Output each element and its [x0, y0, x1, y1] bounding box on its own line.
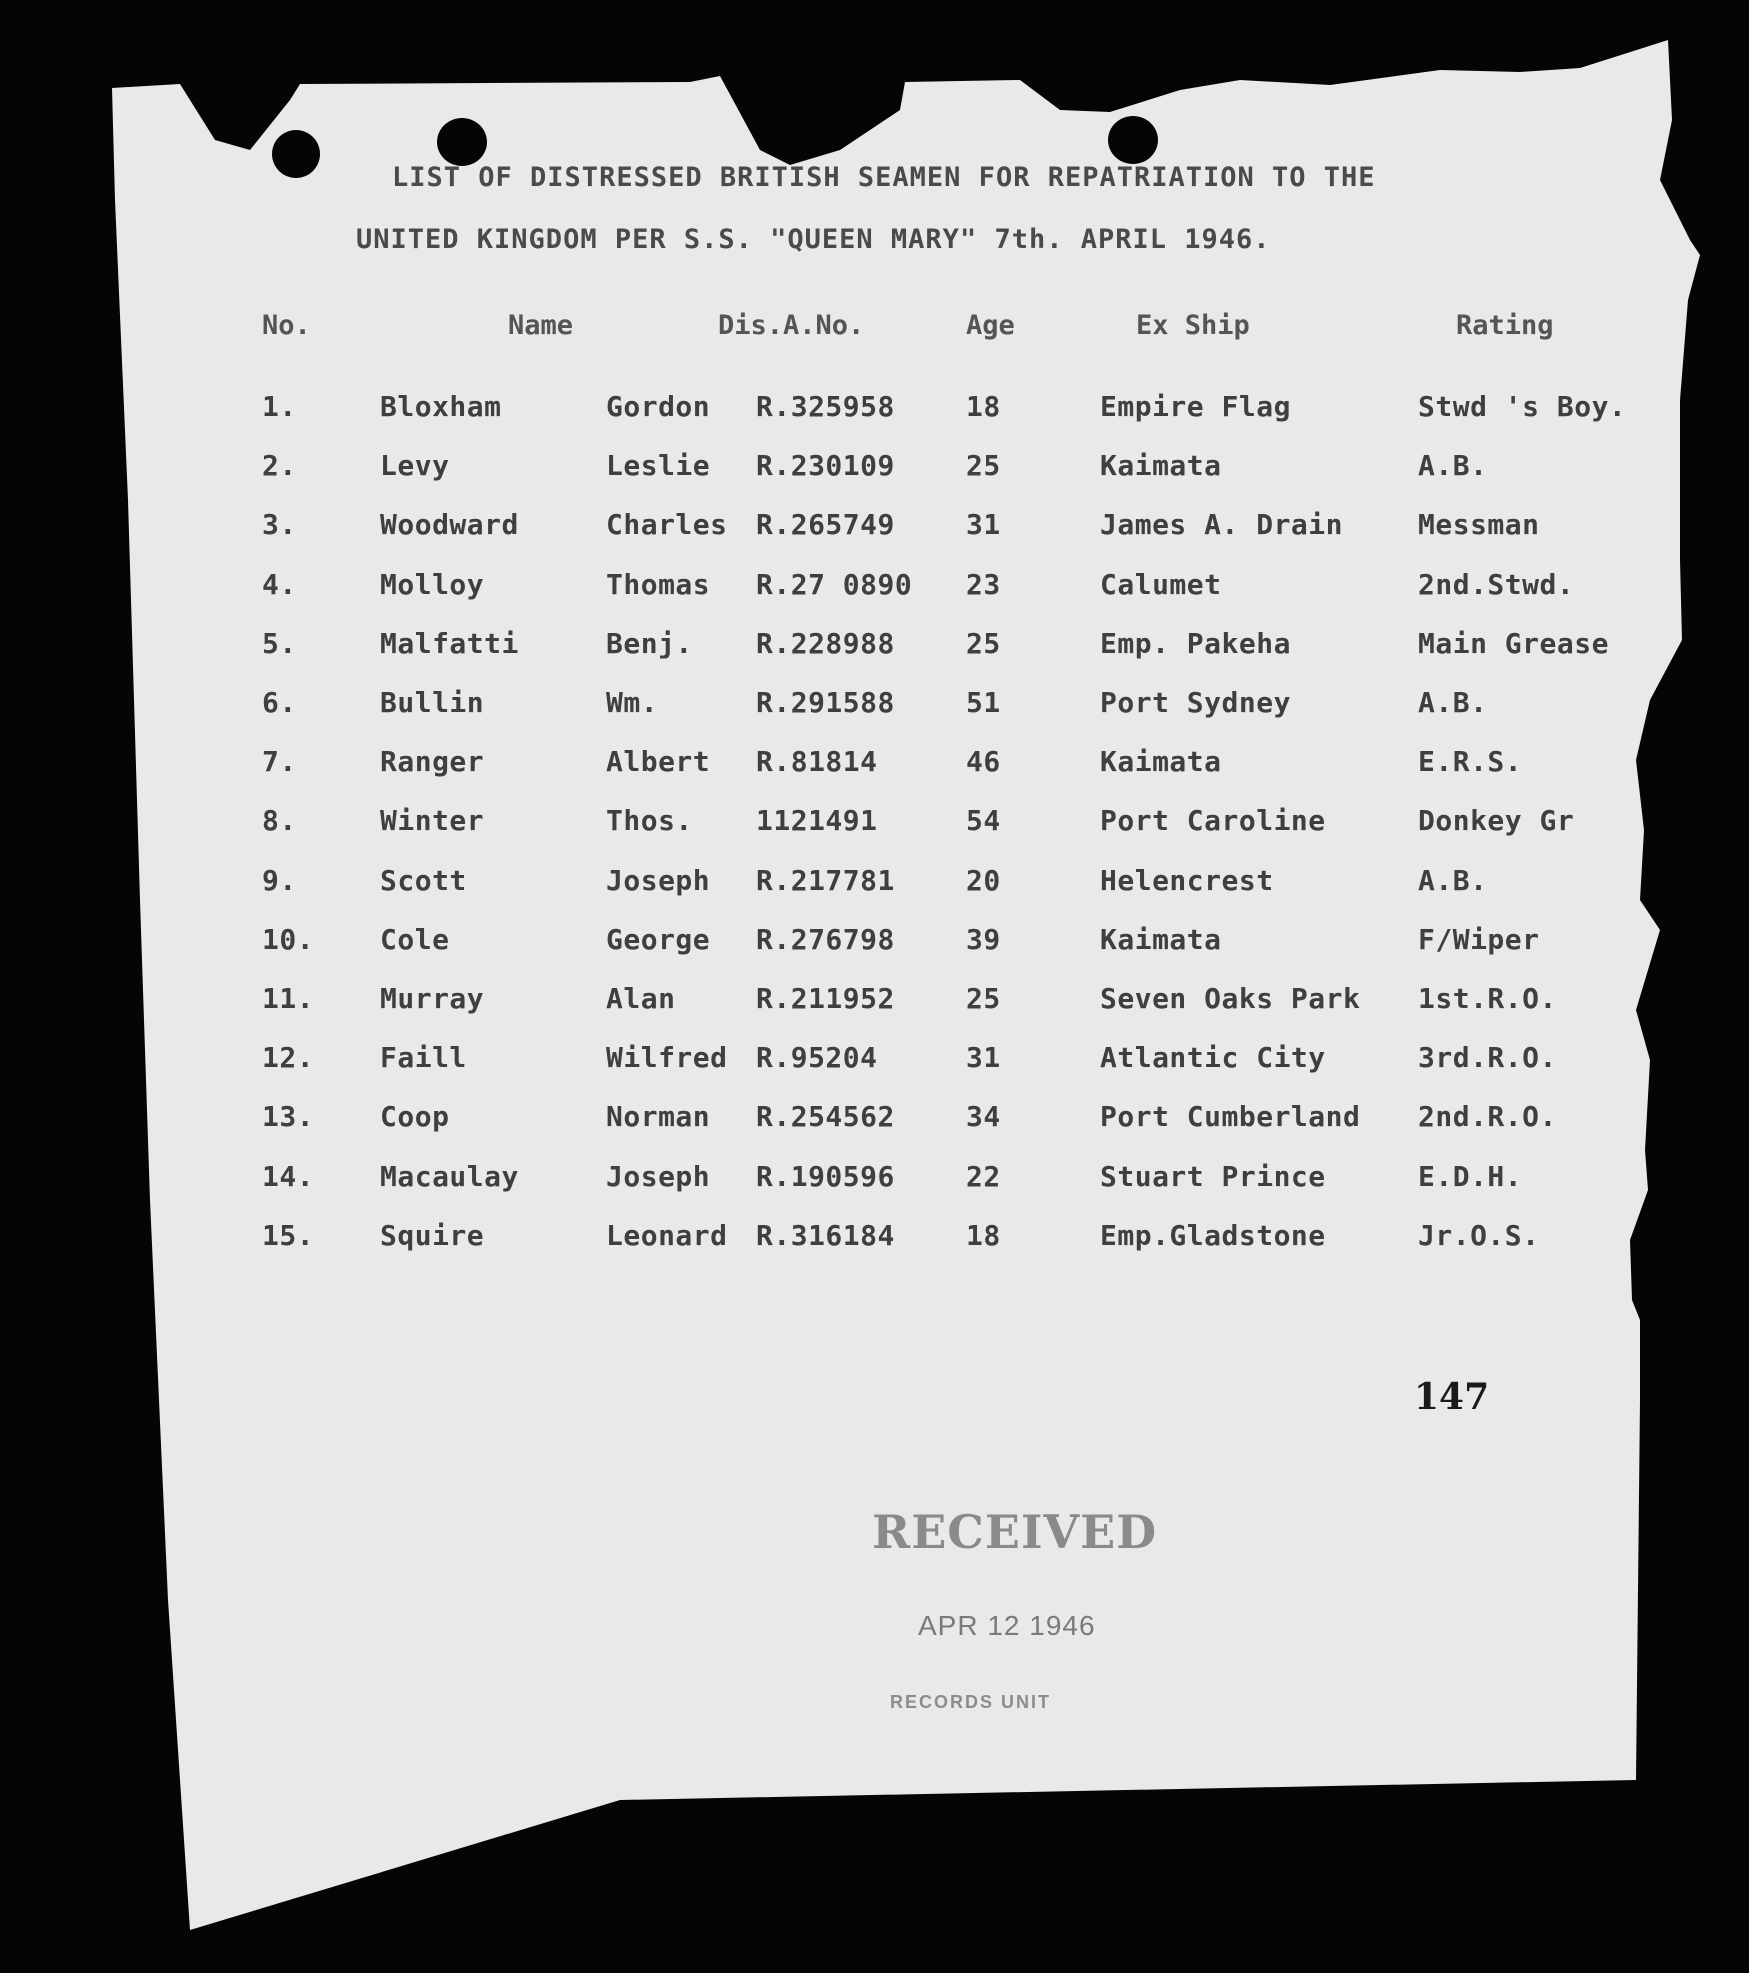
cell-age: 51	[966, 686, 1001, 719]
cell-rating: 3rd.R.O.	[1418, 1041, 1557, 1075]
cell-age: 25	[966, 982, 1001, 1015]
cell-surname: Ranger	[380, 745, 485, 779]
table-row	[0, 449, 1749, 499]
header-rating: Rating	[1456, 310, 1554, 341]
cell-rating: A.B.	[1418, 449, 1488, 483]
document-title-line-2: UNITED KINGDOM PER S.S. "QUEEN MARY" 7th. APRIL 1946.	[356, 224, 1271, 255]
cell-surname: Coop	[380, 1100, 450, 1134]
cell-ex-ship: Atlantic City	[1100, 1041, 1326, 1075]
table-row	[0, 804, 1749, 854]
cell-row-number: 14.	[262, 1159, 315, 1193]
cell-surname: Malfatti	[380, 626, 519, 660]
cell-dis-a-number: R.190596	[756, 1159, 895, 1193]
cell-ex-ship: Seven Oaks Park	[1100, 982, 1361, 1015]
cell-dis-a-number: R.81814	[756, 745, 878, 779]
cell-surname: Cole	[380, 922, 450, 956]
cell-ex-ship: Port Caroline	[1100, 804, 1326, 838]
cell-dis-a-number: R.325958	[756, 390, 895, 423]
cell-rating: 2nd.R.O.	[1418, 1100, 1557, 1134]
cell-age: 54	[966, 804, 1001, 838]
cell-surname: Faill	[380, 1041, 467, 1075]
cell-first-name: Joseph	[606, 863, 711, 897]
table-row	[0, 923, 1749, 973]
table-row	[0, 686, 1749, 736]
cell-dis-a-number: 1121491	[756, 804, 878, 838]
header-ex-ship: Ex Ship	[1136, 310, 1250, 341]
cell-surname: Squire	[380, 1218, 485, 1252]
cell-row-number: 3.	[262, 508, 297, 542]
cell-dis-a-number: R.276798	[756, 922, 895, 956]
header-dis-a-no: Dis.A.No.	[718, 310, 865, 341]
cell-rating: Stwd 's Boy.	[1418, 390, 1627, 423]
cell-row-number: 10.	[262, 922, 315, 956]
cell-dis-a-number: R.291588	[756, 686, 895, 719]
cell-rating: F/Wiper	[1418, 922, 1540, 956]
cell-row-number: 15.	[262, 1218, 315, 1252]
table-row	[0, 1041, 1749, 1091]
cell-ex-ship: Empire Flag	[1100, 390, 1291, 423]
cell-row-number: 4.	[262, 567, 297, 601]
cell-row-number: 11.	[262, 982, 315, 1015]
cell-age: 31	[966, 508, 1001, 542]
table-row	[0, 568, 1749, 618]
cell-surname: Bloxham	[380, 390, 502, 423]
cell-ex-ship: Port Sydney	[1100, 686, 1291, 719]
cell-age: 18	[966, 390, 1001, 423]
cell-dis-a-number: R.217781	[756, 863, 895, 897]
cell-row-number: 13.	[262, 1100, 315, 1134]
cell-surname: Winter	[380, 804, 485, 838]
cell-row-number: 2.	[262, 449, 297, 483]
cell-surname: Macaulay	[380, 1159, 519, 1193]
cell-age: 20	[966, 863, 1001, 897]
cell-rating: Messman	[1418, 508, 1540, 542]
cell-ex-ship: Kaimata	[1100, 922, 1222, 956]
table-row	[0, 745, 1749, 795]
cell-dis-a-number: R.230109	[756, 449, 895, 483]
cell-age: 46	[966, 745, 1001, 779]
cell-surname: Bullin	[380, 686, 485, 719]
cell-rating: A.B.	[1418, 863, 1488, 897]
cell-rating: Jr.O.S.	[1418, 1218, 1540, 1252]
table-row	[0, 1160, 1749, 1210]
cell-rating: 2nd.Stwd.	[1418, 567, 1575, 601]
table-row	[0, 1100, 1749, 1150]
cell-rating: Main Grease	[1418, 626, 1609, 660]
cell-first-name: Albert	[606, 745, 711, 779]
cell-ex-ship: Port Cumberland	[1100, 1100, 1361, 1134]
cell-surname: Scott	[380, 863, 467, 897]
header-name: Name	[508, 310, 574, 341]
cell-ex-ship: Kaimata	[1100, 449, 1222, 483]
cell-dis-a-number: R.265749	[756, 508, 895, 542]
table-row	[0, 1219, 1749, 1269]
cell-dis-a-number: R.316184	[756, 1218, 895, 1252]
cell-age: 18	[966, 1218, 1001, 1252]
cell-surname: Molloy	[380, 567, 485, 601]
cell-ex-ship: Stuart Prince	[1100, 1159, 1326, 1193]
cell-age: 34	[966, 1100, 1001, 1134]
cell-ex-ship: Emp.Gladstone	[1100, 1218, 1326, 1252]
received-stamp: RECEIVED	[872, 1505, 1158, 1559]
cell-first-name: Benj.	[606, 626, 693, 660]
cell-first-name: Leslie	[606, 449, 711, 483]
cell-first-name: Wm.	[606, 686, 659, 719]
header-age: Age	[966, 310, 1015, 341]
stamp-date: APR 12 1946	[918, 1610, 1096, 1641]
cell-age: 23	[966, 567, 1001, 601]
cell-row-number: 5.	[262, 626, 297, 660]
folio-number: 147	[1414, 1376, 1490, 1418]
cell-first-name: Thomas	[606, 567, 711, 601]
cell-ex-ship: Helencrest	[1100, 863, 1274, 897]
document-title-line-1: LIST OF DISTRESSED BRITISH SEAMEN FOR REPATRIATION TO THE	[392, 162, 1376, 193]
cell-first-name: Thos.	[606, 804, 693, 838]
stamp-unit: RECORDS UNIT	[890, 1692, 1052, 1712]
cell-surname: Woodward	[380, 508, 519, 542]
cell-first-name: Gordon	[606, 390, 711, 423]
cell-ex-ship: Kaimata	[1100, 745, 1222, 779]
cell-ex-ship: Calumet	[1100, 567, 1222, 601]
cell-row-number: 1.	[262, 390, 297, 423]
cell-age: 22	[966, 1159, 1001, 1193]
cell-age: 31	[966, 1041, 1001, 1075]
table-row	[0, 627, 1749, 677]
cell-row-number: 6.	[262, 686, 297, 719]
cell-first-name: Joseph	[606, 1159, 711, 1193]
cell-dis-a-number: R.211952	[756, 982, 895, 1015]
cell-row-number: 7.	[262, 745, 297, 779]
cell-first-name: Leonard	[606, 1218, 728, 1252]
cell-first-name: George	[606, 922, 711, 956]
cell-age: 39	[966, 922, 1001, 956]
cell-row-number: 12.	[262, 1041, 315, 1075]
cell-rating: A.B.	[1418, 686, 1488, 719]
cell-dis-a-number: R.27 0890	[756, 567, 913, 601]
table-row	[0, 508, 1749, 558]
cell-row-number: 8.	[262, 804, 297, 838]
cell-rating: E.D.H.	[1418, 1159, 1523, 1193]
cell-surname: Levy	[380, 449, 450, 483]
cell-rating: E.R.S.	[1418, 745, 1523, 779]
cell-dis-a-number: R.228988	[756, 626, 895, 660]
cell-first-name: Norman	[606, 1100, 711, 1134]
table-row	[0, 864, 1749, 914]
cell-age: 25	[966, 449, 1001, 483]
cell-rating: Donkey Gr	[1418, 804, 1575, 838]
cell-surname: Murray	[380, 982, 485, 1015]
table-row	[0, 390, 1749, 440]
cell-ex-ship: Emp. Pakeha	[1100, 626, 1291, 660]
cell-ex-ship: James A. Drain	[1100, 508, 1344, 542]
cell-row-number: 9.	[262, 863, 297, 897]
header-no: No.	[262, 310, 311, 341]
cell-first-name: Alan	[606, 982, 676, 1015]
cell-dis-a-number: R.95204	[756, 1041, 878, 1075]
cell-dis-a-number: R.254562	[756, 1100, 895, 1134]
cell-rating: 1st.R.O.	[1418, 982, 1557, 1015]
cell-age: 25	[966, 626, 1001, 660]
table-row	[0, 982, 1749, 1032]
cell-first-name: Wilfred	[606, 1041, 728, 1075]
cell-first-name: Charles	[606, 508, 728, 542]
